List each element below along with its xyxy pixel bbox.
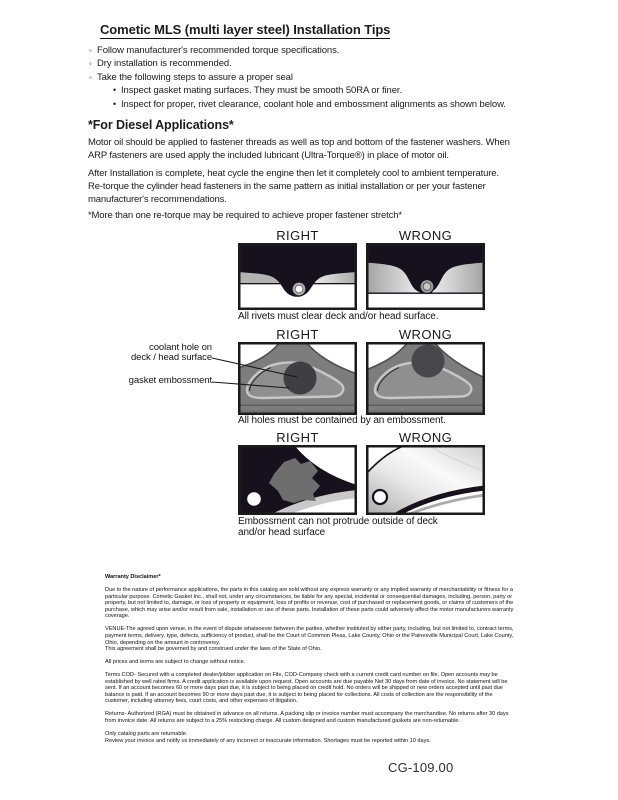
legal-fine-print [105,574,514,751]
catalog-parts-line: Only catalog parts are returnable. [105,731,188,738]
bullet-item [89,71,589,84]
sub-bullet-item [113,98,589,111]
prices-line: All prices and terms are subject to change without notice. [105,659,246,666]
sub-bullet-text: Inspect gasket mating surfaces. They must be smooth 50RA or finer. [121,85,403,97]
fig1-wrong-label: WRONG [398,228,453,243]
governing-law-line: This agreement shall be governed by and construed under the laws of the State of Ohio. [105,646,322,653]
fig3-caption-line1: Embossment can not protrude outside of deck [238,516,438,527]
fig3-wrong-label: WRONG [398,430,453,445]
fig3-caption-line2: and/or head surface [238,527,326,538]
bullet-text: Take the following steps to assure a proper seal [97,71,293,83]
sub-bullet-icon: • [113,98,117,109]
bullet-icon: ◦ [89,72,92,82]
sub-bullet-text: Inspect for proper, rivet clearance, coolant hole and embossment alignments as shown below. [121,98,506,110]
fig2-wrong-label: WRONG [398,327,453,342]
fig2-leader-lines [205,340,315,395]
fig3-right-diagram [238,445,357,515]
bullet-text: Follow manufacturer's recommended torque specifications. [97,45,340,56]
fig1-wrong-diagram [366,243,485,310]
coolant-hole-label-line1: coolant hole on [149,342,212,353]
page-title: Cometic MLS (multi layer steel) Installation Tips [100,22,391,37]
fig2-caption: All holes must be contained by an embossment. [238,415,446,426]
bullet-item [89,57,589,70]
fig2-wrong-diagram [366,342,485,415]
fig1-right-diagram [238,243,357,310]
intro-bullet-list [89,44,589,111]
page-code: CG-109.00 [388,760,454,775]
bullet-icon: ◦ [89,59,92,69]
terms-paragraph: Terms COD- Secured with a completed dealer/jobber application on File, COD-Company check with a current credit card number on file. Open accounts may be established by well rated firms. A credit application is available upon request. Open accounts are due payable Net 30 days from date of invoice. No statement will be sent. If an account becomes 60 or more days past due, it is subject to being placed on credit hold. No orders will be shipped or new orders accepted until past due balance is paid. If an account becomes 90 or more days past due, it is subject to being placed for collections. All costs of collection are the responsibility of the customer, including attorney fees, court costs, and other expenses of litigation. [105,672,508,705]
bullet-item [89,44,589,57]
fig1-caption: All rivets must clear deck and/or head surface. [238,311,439,322]
warranty-paragraph: Due to the nature of performance applications, the parts in this catalog are sold without any express warranty or any implied warranty of merchantability or fitness for a particular purpose. Cometic Gasket Inc., shall not, under any circumstances, be liable for any special, incidental or consequential damages, including, person, party or property, but not limited to, damage, or loss of property or equipment, loss of profits or revenue, cost of purchased or replacement goods, or claims of customers of the purchase, which may arise and/or result from sale, installation or use of these parts. Installation of these parts could adversely affect the motor manufacturers warranty coverage. [105,586,514,620]
coolant-hole-label-line2: deck / head surface [130,352,212,363]
venue-paragraph: VENUE-The agreed upon venue, in the event of dispute whatsoever between the parties, whether instituted by either party, including, but not limited to, contract terms, payment terms, delivery, type, defects, sufficiency of product, shall be the Court of Common Pleas, Lake County, Ohio or the Painesville Municipal Court, Lake County, Ohio, depending on the amount in controversy. [105,626,514,646]
gasket-embossment-label: gasket embossment [128,375,212,386]
diesel-paragraph-2: After Installation is complete, heat cycle the engine then let it completely cool to ambient temperature. Re-torque the cylinder head fasteners in the same pattern as initial installation or per your fastener manufacturer's recommendations. [88,168,499,206]
warranty-disclaimer-heading: Warranty Disclaimer* [105,574,161,580]
fig3-wrong-diagram [366,445,485,515]
diesel-heading: *For Diesel Applications* [88,118,234,132]
invoice-review-line: Review your invoice and notify us immediately of any incorrect or inaccurate information. Shortages must be reported within 10 days. [105,737,431,744]
sub-bullet-item [113,84,589,97]
retorque-note: *More than one re-torque may be required to achieve proper fastener stretch* [88,210,402,221]
bullet-icon: ◦ [89,46,92,55]
fig3-right-label: RIGHT [276,430,319,445]
bullet-text: Dry installation is recommended. [97,58,232,70]
sub-bullet-icon: • [113,85,117,96]
returns-paragraph: Returns- Authorized (RGA) must be obtained in advance on all returns. A packing slip or invoice number must accompany the merchandise. No returns after 30 days from invoice date. All returns are subject to a 25% restocking charge. All custom designed and custom manufactured gaskets are non-returnable. [105,711,509,725]
fig1-right-label: RIGHT [276,228,319,243]
fig2-right-label: RIGHT [276,327,319,342]
diesel-paragraph-1: Motor oil should be applied to fastener threads as well as top and bottom of the fastener washers. When ARP fasteners are used apply the included lubricant (Ultra-Torque®) in place of motor oil. [88,137,510,162]
